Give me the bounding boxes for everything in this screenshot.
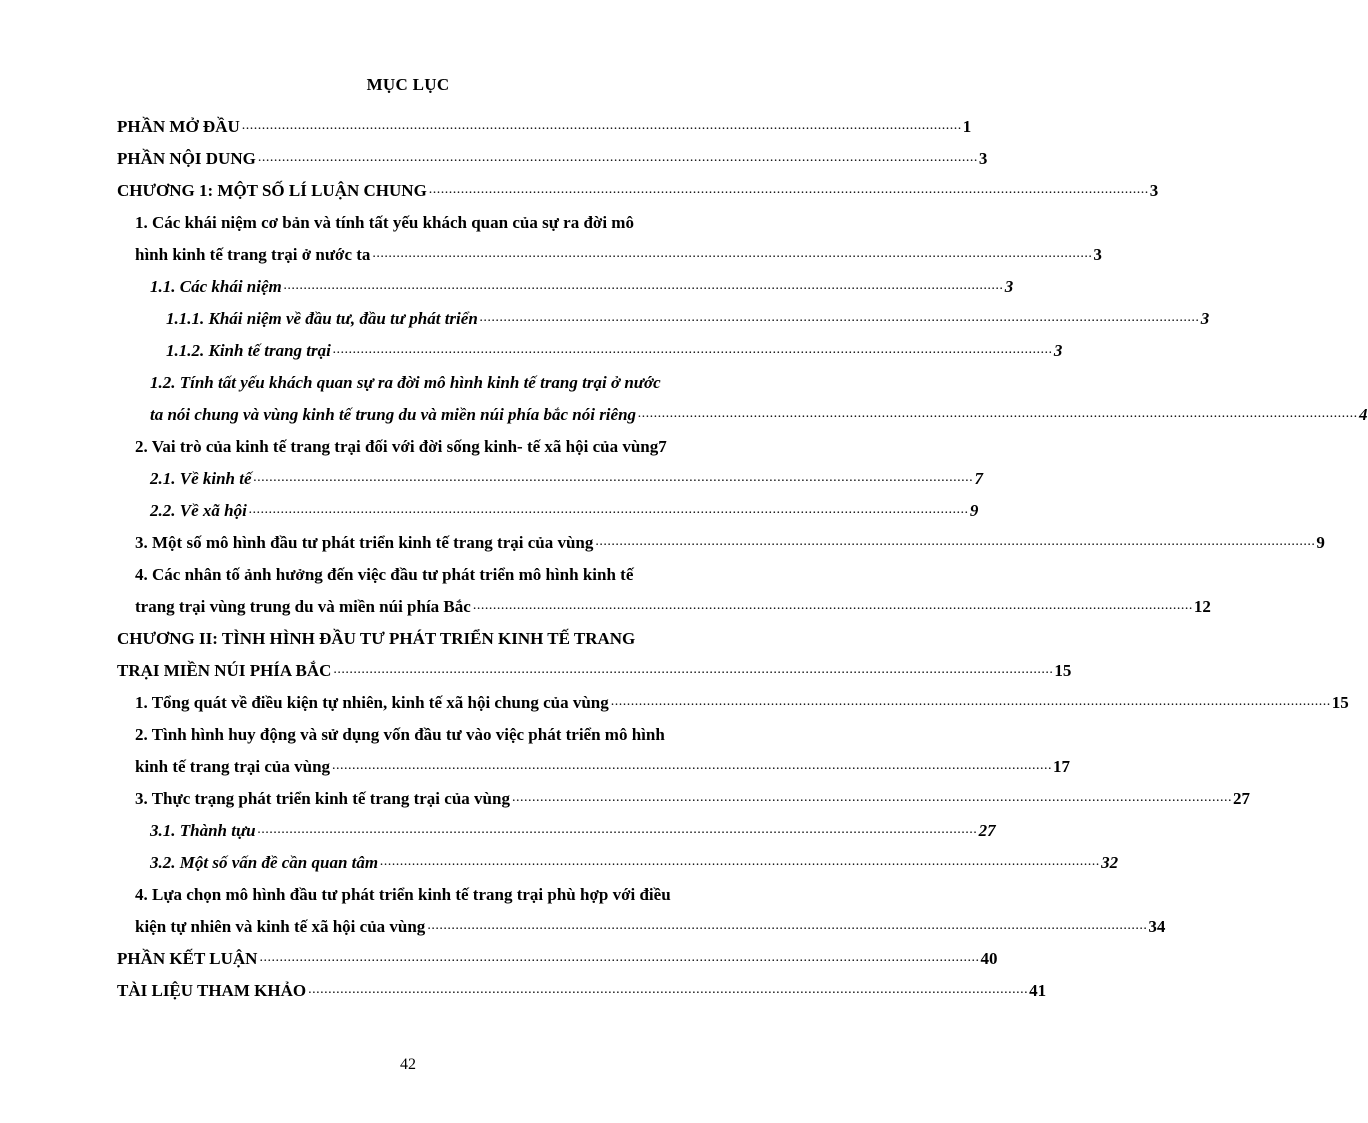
- toc-entry[interactable]: [150, 393, 1368, 425]
- toc-leader-dots: ....................................................................................................................................................................................: [332, 758, 1053, 773]
- toc-entry[interactable]: [166, 329, 1063, 361]
- toc-entry[interactable]: [117, 969, 1047, 1001]
- toc-entry[interactable]: [150, 265, 1014, 297]
- toc-entry-line1: 4. Lựa chọn mô hình đầu tư phát triển kinh tế trang trại phù hợp với điều: [135, 885, 671, 904]
- toc-entry-text: 3. Một số mô hình đầu tư phát triển kinh tế trang trại của vùng: [135, 533, 594, 552]
- page-number: 42: [400, 1056, 416, 1073]
- toc-entry[interactable]: [150, 489, 979, 521]
- toc-entry-line1: 1.2. Tính tất yếu khách quan sự ra đời mô hình kinh tế trang trại ở nước: [150, 373, 661, 392]
- toc-entry-page: 34: [1148, 917, 1166, 936]
- toc-leader-dots: ....................................................................................................................................................................................: [638, 406, 1359, 421]
- toc-entry-page: 9: [1316, 533, 1325, 552]
- toc-entry-page: 12: [1193, 597, 1211, 616]
- toc-entry[interactable]: [135, 233, 1102, 265]
- toc-entry-text: PHẦN KẾT LUẬN: [117, 949, 258, 968]
- toc-leader-dots: ....................................................................................................................................................................................: [248, 502, 969, 517]
- toc-entry[interactable]: [117, 649, 1072, 681]
- toc-entry[interactable]: [135, 745, 1071, 777]
- toc-entry-page: 3: [1200, 309, 1210, 328]
- toc-entry[interactable]: [117, 105, 972, 137]
- toc-entry[interactable]: [135, 777, 1250, 809]
- toc-leader-dots: ....................................................................................................................................................................................: [380, 854, 1101, 869]
- toc-leader-dots: ....................................................................................................................................................................................: [595, 534, 1316, 549]
- toc-leader-dots: ....................................................................................................................................................................................: [511, 790, 1232, 805]
- toc-entry-text: kiện tự nhiên và kinh tế xã hội của vùng: [135, 917, 426, 936]
- toc-entry-page: 7: [658, 437, 667, 456]
- toc-entry-page: 4: [1359, 405, 1368, 424]
- toc-entry-page: 27: [1232, 789, 1250, 808]
- toc-entry-page: 3: [1053, 341, 1063, 360]
- toc-leader-dots: ....................................................................................................................................................................................: [472, 598, 1193, 613]
- toc-leader-dots: ....................................................................................................................................................................................: [259, 950, 980, 965]
- toc-entry[interactable]: [135, 521, 1325, 553]
- toc-entry[interactable]: [150, 457, 984, 489]
- toc-entry[interactable]: [135, 681, 1349, 713]
- toc-entry-text: 2. Vai trò của kinh tế trang trại đối với đời sống kinh- tế xã hội của vùng: [135, 437, 659, 456]
- toc-entry-text: ta nói chung và vùng kinh tế trung du và miền núi phía bắc nói riêng: [150, 405, 637, 424]
- toc-entry-text: 3.1. Thành tựu: [150, 821, 256, 840]
- toc-leader-dots: ....................................................................................................................................................................................: [428, 182, 1149, 197]
- toc-entry-line1: 4. Các nhân tố ảnh hưởng đến việc đầu tư phát triển mô hình kinh tế: [135, 565, 634, 584]
- toc-entry-text: TÀI LIỆU THAM KHẢO: [117, 981, 307, 1000]
- toc-leader-dots: ....................................................................................................................................................................................: [257, 822, 978, 837]
- toc-entry-line1: 2. Tình hình huy động và sử dụng vốn đầu tư vào việc phát triển mô hình: [135, 725, 665, 744]
- toc-entry-line1: 1. Các khái niệm cơ bản và tính tất yếu khách quan của sự ra đời mô: [135, 213, 634, 232]
- toc-entry-page: 3: [978, 149, 988, 168]
- toc-entry-text: trang trại vùng trung du và miền núi phía Bắc: [135, 597, 471, 616]
- toc-leader-dots: ....................................................................................................................................................................................: [427, 918, 1148, 933]
- toc-entry-page: 3: [1004, 277, 1014, 296]
- toc-entry-text: 1.1.1. Khái niệm về đầu tư, đầu tư phát triển: [166, 309, 478, 328]
- toc-entry-page: 27: [978, 821, 996, 840]
- toc-entry-page: 3: [1093, 245, 1102, 264]
- toc-entry[interactable]: [117, 937, 998, 969]
- toc-entry-page: 9: [969, 501, 979, 520]
- toc-entry[interactable]: [166, 297, 1210, 329]
- toc-entry-text: PHẦN MỞ ĐẦU: [117, 117, 240, 136]
- toc-entry-page: 3: [1149, 181, 1159, 200]
- toc-entry-page: 17: [1053, 757, 1071, 776]
- toc-entry-page: 41: [1029, 981, 1047, 1000]
- toc-entry-text: 2.1. Về kinh tế: [150, 469, 252, 488]
- toc-entry-text: kinh tế trang trại của vùng: [135, 757, 331, 776]
- toc-leader-dots: ....................................................................................................................................................................................: [241, 118, 962, 133]
- toc-entry-page: 7: [974, 469, 984, 488]
- toc-entry-line1: CHƯƠNG II: TÌNH HÌNH ĐẦU TƯ PHÁT TRIỂN KINH TẾ TRANG: [117, 629, 636, 648]
- toc-entry-text: TRẠI MIỀN NÚI PHÍA BẮC: [117, 661, 332, 680]
- toc-entry-text: hình kinh tế trang trại ở nước ta: [135, 245, 371, 264]
- toc-entry-page: 40: [980, 949, 998, 968]
- toc-entry[interactable]: [150, 809, 996, 841]
- toc-entry[interactable]: [150, 841, 1119, 873]
- toc-title: MỤC LỤC: [366, 75, 450, 94]
- toc-leader-dots: ....................................................................................................................................................................................: [253, 470, 974, 485]
- toc-leader-dots: ....................................................................................................................................................................................: [257, 150, 978, 165]
- toc-entry-page: 1: [962, 117, 972, 136]
- toc-entry-text: 1. Tổng quát về điều kiện tự nhiên, kinh tế xã hội chung của vùng: [135, 693, 609, 712]
- toc-leader-dots: ....................................................................................................................................................................................: [333, 662, 1054, 677]
- toc-entry[interactable]: [117, 169, 1159, 201]
- toc-entry-page: 15: [1331, 693, 1349, 712]
- toc-entry[interactable]: [135, 905, 1166, 937]
- toc-entry-text: PHẦN NỘI DUNG: [117, 149, 256, 168]
- toc-entry-text: 1.1. Các khái niệm: [150, 277, 282, 296]
- toc-entry[interactable]: [135, 585, 1211, 617]
- toc-entry-text: 2.2. Về xã hội: [150, 501, 247, 520]
- toc-leader-dots: ....................................................................................................................................................................................: [479, 310, 1200, 325]
- toc-entry-text: CHƯƠNG 1: MỘT SỐ LÍ LUẬN CHUNG: [117, 181, 427, 200]
- toc-entry-page: 32: [1101, 853, 1119, 872]
- toc-entry-text: 3. Thực trạng phát triển kinh tế trang trại của vùng: [135, 789, 510, 808]
- toc-leader-dots: ....................................................................................................................................................................................: [332, 342, 1053, 357]
- toc-entry-page: 15: [1054, 661, 1072, 680]
- toc-leader-dots: ....................................................................................................................................................................................: [283, 278, 1004, 293]
- toc-leader-dots: ....................................................................................................................................................................................: [372, 246, 1093, 261]
- toc-entry[interactable]: [135, 425, 738, 457]
- toc-entry-text: 1.1.2. Kinh tế trang trại: [166, 341, 331, 360]
- toc-entry-text: 3.2. Một số vấn đề cần quan tâm: [150, 853, 379, 872]
- toc-entry[interactable]: [117, 137, 988, 169]
- toc-leader-dots: ....................................................................................................................................................................................: [610, 694, 1331, 709]
- toc-leader-dots: ....................................................................................................................................................................................: [308, 982, 1029, 997]
